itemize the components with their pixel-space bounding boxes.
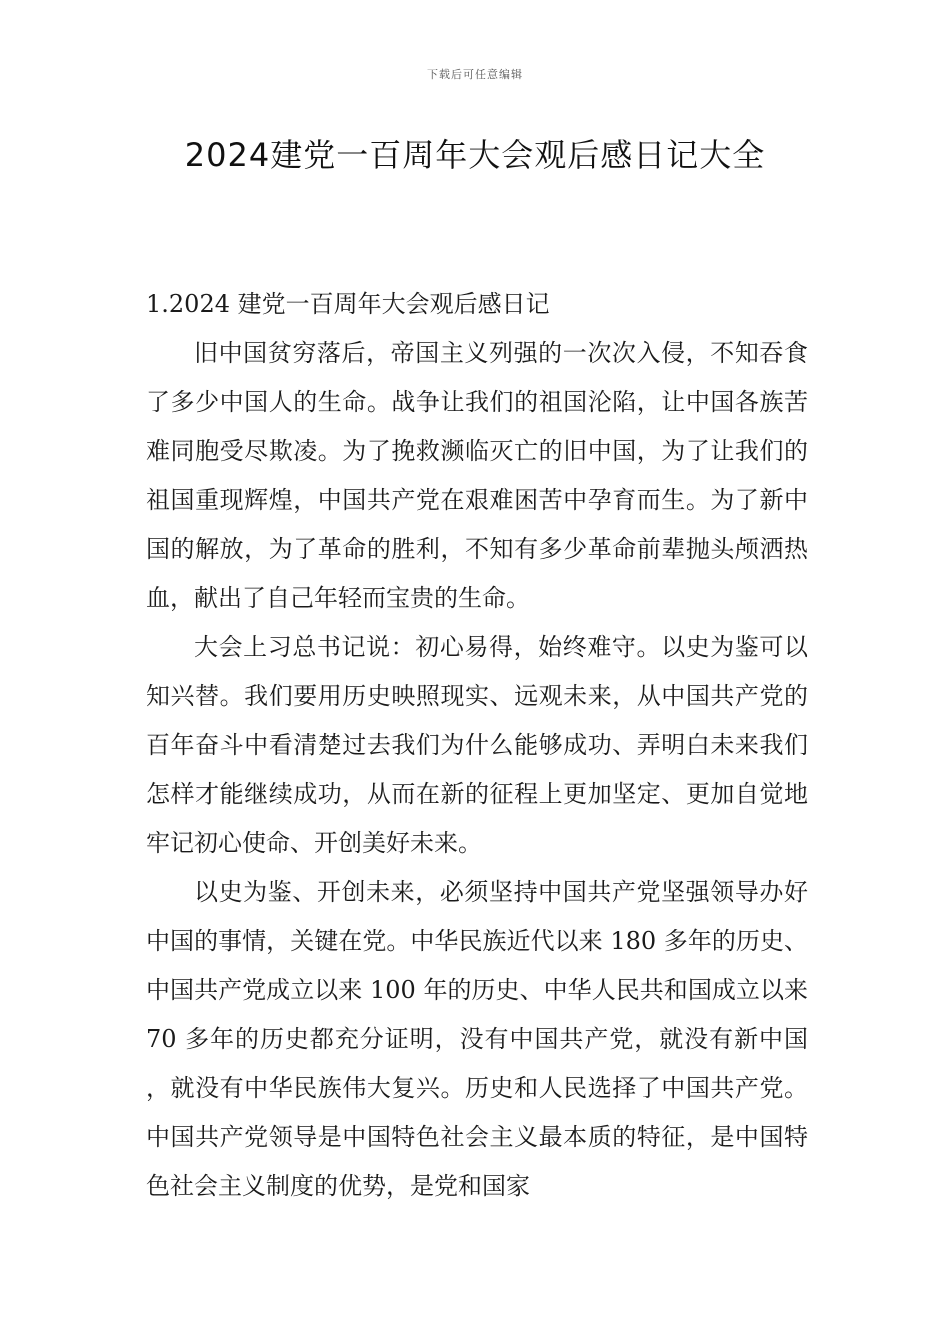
- paragraph-3: 以史为鉴、开创未来，必须坚持中国共产党坚强领导办好中国的事情，关键在党。中华民族近代以来 180 多年的历史、中国共产党成立以来 100 年的历史、中华人民共和国成立以来 70 多年的历史都充分证明，没有中国共产党，就没有新中国，就没有中华民族伟大复兴。历史和人民选择了中国共产党。中国共产党领导是中国特色社会主义最本质的特征，是中国特色社会主义制度的优势，是党和国家: [146, 878, 808, 1200]
- paragraph-2: 大会上习总书记说：初心易得，始终难守。以史为鉴可以知兴替。我们要用历史映照现实、远观未来，从中国共产党的百年奋斗中看清楚过去我们为什么能够成功、弄明白未来我们怎样才能继续成功，从而在新的征程上更加坚定、更加自觉地牢记初心使命、开创美好未来。: [146, 633, 808, 857]
- header-note: 下载后可任意编辑: [427, 68, 523, 81]
- section-heading: 1.2024 建党一百周年大会观后感日记: [146, 290, 550, 318]
- paragraph-1: 旧中国贫穷落后，帝国主义列强的一次次入侵，不知吞食了多少中国人的生命。战争让我们的祖国沦陷，让中国各族苦难同胞受尽欺凌。为了挽救濒临灭亡的旧中国，为了让我们的祖国重现辉煌，中国共产党在艰难困苦中孕育而生。为了新中国的解放，为了革命的胜利，不知有多少革命前辈抛头颅洒热血，献出了自己年轻而宝贵的生命。: [146, 339, 808, 612]
- document-body: [146, 280, 808, 1211]
- document-title: 2024建党一百周年大会观后感日记大全: [184, 136, 766, 174]
